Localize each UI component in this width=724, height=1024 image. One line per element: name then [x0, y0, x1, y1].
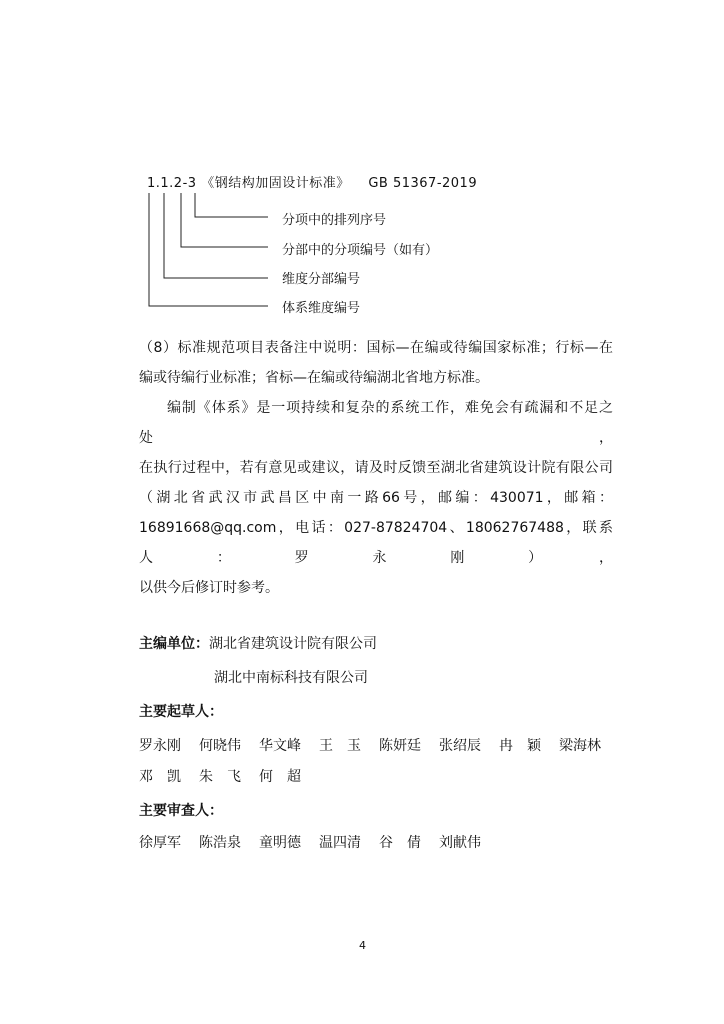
note-p2-line-1: 编制《体系》是一项持续和复杂的系统工作，难免会有疏漏和不足之处， [139, 400, 613, 446]
page-number: 4 [359, 939, 366, 952]
label-system-dimension: 体系维度编号 [282, 301, 361, 316]
note-p2-line-3: （湖北省武汉市武昌区中南一路66号，邮编：430071，邮箱： [139, 490, 613, 506]
drafter: 王 玉 [319, 738, 361, 754]
standard-title: 《钢结构加固设计标准》 [201, 176, 350, 191]
drafters-row-1 [139, 735, 601, 755]
reviewer: 徐厚军 [139, 835, 181, 851]
drafter: 梁海林 [559, 738, 601, 754]
drafter: 陈妍廷 [379, 738, 421, 754]
reviewer: 童明德 [259, 835, 301, 851]
label-item-sequence: 分项中的排列序号 [282, 213, 387, 228]
note-p2-line-2: 在执行过程中，若有意见或建议，请及时反馈至湖北省建筑设计院有限公司 [139, 460, 613, 476]
drafter: 华文峰 [259, 738, 301, 754]
label-dimension-section: 维度分部编号 [282, 272, 361, 287]
note-p2-line-4: 16891668@qq.com，电话：027-87824704、18062767488，联系人：罗永刚）， [139, 520, 613, 566]
note-8-line-2: 编或待编行业标准；省标—在编或待编湖北省地方标准。 [139, 370, 489, 386]
standard-code: 1.1.2-3 [147, 176, 197, 191]
reviewers-row [139, 832, 481, 852]
editor-units [139, 633, 377, 653]
drafter: 冉 颖 [499, 738, 541, 754]
drafters-label: 主要起草人： [139, 704, 223, 720]
notes-block [139, 333, 613, 603]
drafter: 何晓伟 [199, 738, 241, 754]
drafter: 张绍辰 [439, 738, 481, 754]
reviewer: 谷 倩 [379, 835, 421, 851]
note-p2-line-5: 以供今后修订时参考。 [139, 580, 279, 596]
note-8-line-1: （8）标准规范项目表备注中说明：国标—在编或待编国家标准；行标—在 [139, 340, 613, 356]
reviewers-label: 主要审查人： [139, 803, 223, 819]
drafter: 朱 飞 [199, 769, 241, 785]
label-subitem-number: 分部中的分项编号（如有） [282, 243, 439, 258]
drafter: 罗永刚 [139, 738, 181, 754]
drafter: 邓 凯 [139, 769, 181, 785]
editor-unit-1: 湖北省建筑设计院有限公司 [209, 636, 377, 652]
drafters-row-2 [139, 766, 319, 786]
standard-number: GB 51367-2019 [368, 176, 478, 191]
reviewer: 刘献伟 [439, 835, 481, 851]
reviewer: 陈浩泉 [199, 835, 241, 851]
editor-unit-2: 湖北中南标科技有限公司 [214, 670, 368, 686]
reviewer: 温四清 [319, 835, 361, 851]
drafter: 何 超 [259, 769, 301, 785]
editor-label: 主编单位： [139, 636, 209, 652]
